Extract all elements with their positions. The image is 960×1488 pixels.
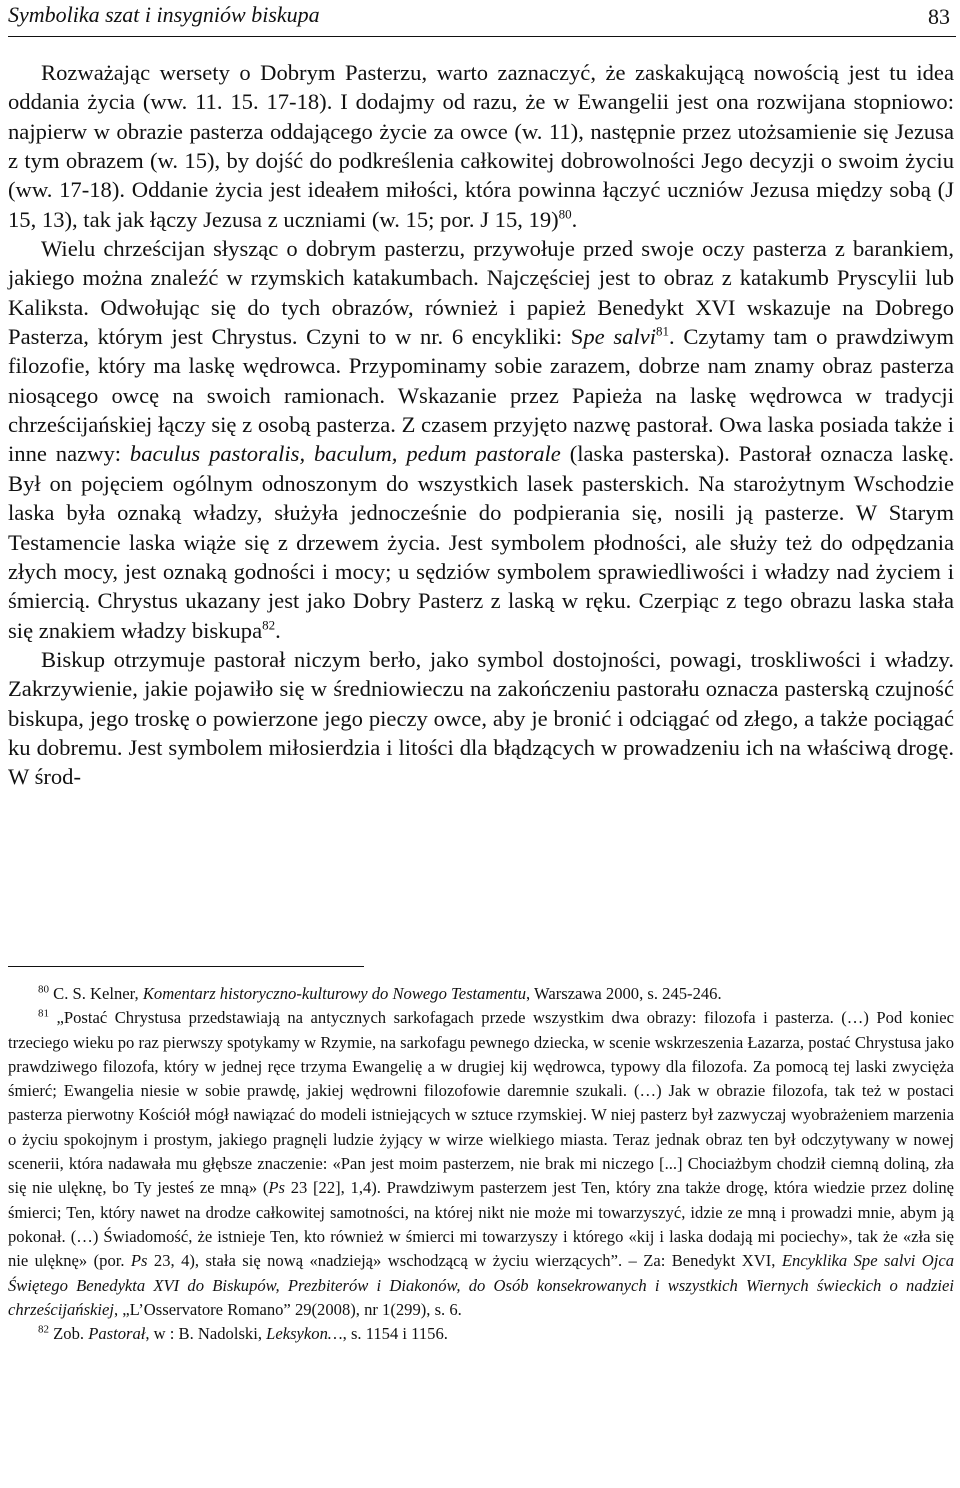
- italic-run: pe salvi: [583, 324, 657, 350]
- footnote-ref-81: 81: [656, 323, 670, 339]
- text-run: , „L’Osservatore Romano” 29(2008), nr 1(299), s. 6.: [114, 1299, 462, 1319]
- text-run: .: [275, 617, 281, 643]
- running-title: Symbolika szat i insygniów biskupa: [8, 2, 320, 27]
- footnote-82: [8, 1322, 954, 1346]
- text-run: 23, 4), stała się nową «nadzieją» wschodzącą w życiu wierzących”. – Za: Benedykt XVI,: [147, 1251, 782, 1271]
- page-number: 83: [928, 4, 950, 29]
- italic-run: baculus pastoralis, baculum, pedum pastorale: [129, 441, 561, 467]
- italic-run: Komentarz historyczno-kulturowy do Nowego Testamentu: [142, 984, 527, 1003]
- footnote-number: 80: [38, 983, 49, 996]
- text-run: , Warszawa 2000, s. 245-246.: [526, 984, 722, 1003]
- text-run: (laska pasterska). Pastorał oznacza laskę. Był on pojęciem ogólnym odnoszonym do wszystkich lasek pasterskich. Na starożytnym Wschodzie laska była oznaką władzy, służyła jednocześnie do podpierania się, nosili ją pasterze. W Starym Testamencie laska wiąże się z drzewem życia. Jest symbolem płodności, ale służy też do odpędzania złych mocy, jest oznaką godności i mocy; u sędziów symbolem sprawiedliwości i władzy nad życiem i śmiercią. Chrystus ukazany jest jako Dobry Pasterz z laską w ręku. Czerpiąc z tego obrazu laska stała się znakiem władzy biskupa: [8, 441, 954, 643]
- paragraph: [8, 58, 954, 234]
- footnote-ref-80: 80: [558, 206, 572, 222]
- text-run: , s. 1154 i 1156.: [342, 1324, 448, 1344]
- footnotes: [8, 982, 954, 1346]
- text-run: , w : B. Nadolski,: [145, 1324, 267, 1344]
- text-run: . Czytamy tam o prawdziwym filozofie, który ma laskę wędrowca. Przypominamy sobie zarazem, dobrze nam znamy obraz pasterza niosącego owcę na swoich ramionach. Wskazanie przez Papieża na laskę wędrowca w tradycji chrześcijańskiej łączy się z osobą pasterza. Z czasem przyjęto nazwę pastorał. Owa laska posiada także i inne nazwy:: [8, 324, 954, 467]
- footnote-ref-82: 82: [262, 617, 276, 632]
- italic-run: Encyklika Spe salvi Ojca Świętego Benedykta XVI do Biskupów, Prezbiterów i Diakonów, do Osób konsekrowanych i wszystkich Wiernych świeckich o nadziei chrześcijańskiej: [8, 1251, 955, 1319]
- paragraph: [8, 234, 954, 645]
- italic-run: Pastorał: [88, 1324, 146, 1344]
- italic-run: Leksykon…: [266, 1324, 343, 1344]
- text-run: Rozważając wersety o Dobrym Pasterzu, warto zaznaczyć, że zaskakującą nowością jest tu idea oddania życia (ww. 11. 15. 17-18). I dodajmy od razu, że w Ewangelii jest ona rozwijana stopniowo: najpierw w obrazie pasterza oddającego życie za owce (w. 11), następnie przez utożsamienie się Jezusa z tym obrazem (w. 15), by dojść do podkreślenia całkowitej dobrowolności Jego decyzji o swoim życiu (ww. 17-18). Oddanie życia jest ideałem miłości, która powinna łączyć uczniów Jezusa między sobą (J 15, 13), tak jak łączy Jezusa z uczniami (w. 15; por. J 15, 19): [8, 60, 954, 232]
- text-run: „Postać Chrystusa przedstawiają na antycznych sarkofagach przede wszystkim dwa obrazy: filozofa i pasterza. (…) Pod koniec trzeciego wieku po raz pierwszy spotykamy w Rzymie, na sarkofagu pewnego dziecka, w scenie wskrzeszenia Łazarza, postać Chrystusa jako prawdziwego filozofa, który w jednej ręce trzyma Ewangelię a w drugiej kij wędrowca, typowy dla filozofa. Za pomocą tej laski zwycięża śmierć; Ewangelia niesie w sobie prawdę, jakiej wędrowni filozofowie daremnie szukali. (…) Jak w obrazie filozofa, tak też w postaci pasterza pierwotny Kościół mógł nawiązać do modeli istniejących w sztuce rzymskiej. W niej pasterz był zazwyczaj wyobrażeniem marzenia o życiu spokojnym i prostym, jakiego pragnęli ludzie żyjący w wirze wielkiego miasta. Teraz jednak obraz ten był odczytywany w nowej scenerii, która nadawała mu głębsze znaczenie: «Pan jest moim pasterzem, nie brak mi niczego [...] Chociażbym chodził ciemną doliną, zła się nie ulęknę, bo Ty jesteś ze mną» (: [8, 1008, 954, 1198]
- text-run: .: [571, 206, 578, 232]
- main-text: [8, 58, 954, 792]
- italic-run: Ps: [130, 1251, 148, 1271]
- running-header: [8, 2, 956, 37]
- italic-run: Ps: [268, 1178, 285, 1198]
- text-run: Wielu chrześcijan słysząc o dobrym pasterzu, przywołuje przed swoje oczy pasterza z barankiem, jakiego można znaleźć w rzymskich katakumbach. Najczęściej jest to obraz z katakumb Pryscylii lub Kaliksta. Odwołując się do tych obrazów, również i papież Benedykt XVI wskazuje na Dobrego Pasterza, którym jest Chrystus. Czyni to w nr. 6 encykliki: S: [8, 236, 954, 350]
- footnote-81: [8, 1006, 954, 1322]
- text-run: Zob.: [49, 1324, 89, 1344]
- text-run: Biskup otrzymuje pastorał niczym berło, jako symbol dostojności, powagi, troskliwości i władzy. Zakrzywienie, jakie pojawiło się w średniowieczu na zakończeniu pastorału oznacza pasterską czujność biskupa, jego troskę o powierzone jego pieczy owce, aby je bronić i odciągać od złego, a także pociągać ku dobremu. Jest symbolem miłosierdzia i litości dla błądzących w prowadzeniu ich na właściwą drogę. W środ-: [8, 646, 954, 790]
- text-run: C. S. Kelner,: [49, 984, 143, 1003]
- footnote-number: 81: [38, 1007, 49, 1020]
- footnote-separator: [8, 966, 364, 967]
- text-run: 23 [22], 1,4). Prawdziwym pasterzem jest Ten, który zna także drogę, która wiedzie przez dolinę śmierci; Ten, który nawet na drodze całkowitej samotności, na której nikt nie może mi towarzyszyć, idzie ze mną i prowadzi mnie, abym ją pokonał. (…) Świadomość, że istnieje Ten, kto również w śmierci mi towarzyszy i którego «kij i laska dodają mi pociechy», tak że «zła się nie ulęknę» (por.: [8, 1178, 954, 1271]
- paragraph: [8, 645, 954, 792]
- footnote-80: [8, 982, 954, 1006]
- footnote-number: 82: [38, 1323, 49, 1336]
